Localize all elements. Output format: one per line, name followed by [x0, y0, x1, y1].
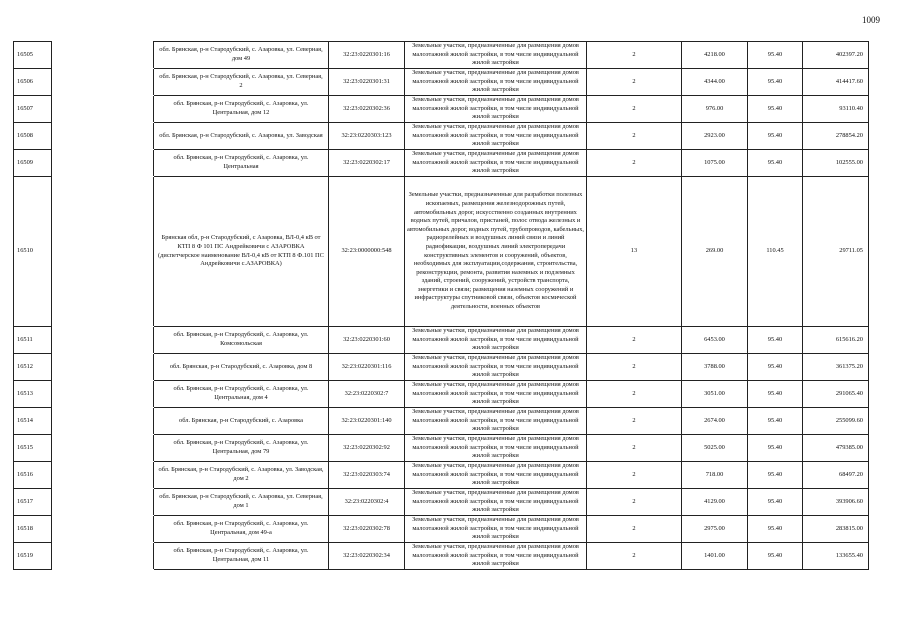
specific-value-cell: 95.40	[748, 354, 803, 381]
address-cell: обл. Брянская, р-н Стародубский, с. Азаровка, ул. Северная, 2	[154, 69, 329, 96]
cadastral-value-cell: 393906.60	[803, 489, 869, 516]
spacer-cell	[52, 408, 154, 435]
table-row	[14, 96, 869, 123]
table-row	[14, 354, 869, 381]
land-use-cell: Земельные участки, предназначенные для размещения домов малоэтажной жилой застройки, в том числе индивидуальной жилой застройки	[405, 408, 587, 435]
specific-value-cell: 95.40	[748, 462, 803, 489]
cadastral-number-cell: 32:23:0220302:92	[329, 435, 405, 462]
cadastral-value-cell: 414417.60	[803, 69, 869, 96]
address-cell: обл. Брянская, р-н Стародубский, с. Азаровка, ул. Северная, дом 1	[154, 489, 329, 516]
row-number-cell: 16518	[14, 516, 52, 543]
spacer-cell	[52, 489, 154, 516]
area-cell: 2674.00	[682, 408, 748, 435]
table-row	[14, 408, 869, 435]
area-cell: 3788.00	[682, 354, 748, 381]
land-use-cell: Земельные участки, предназначенные для размещения домов малоэтажной жилой застройки, в том числе индивидуальной жилой застройки	[405, 96, 587, 123]
row-number-cell: 16515	[14, 435, 52, 462]
area-cell: 3051.00	[682, 381, 748, 408]
cadastral-value-cell: 68497.20	[803, 462, 869, 489]
address-cell: обл. Брянская, р-н Стародубский, с. Азаровка, ул. Заводская, дом 2	[154, 462, 329, 489]
use-group-cell: 2	[587, 42, 682, 69]
area-cell: 976.00	[682, 96, 748, 123]
cadastral-number-cell: 32:23:0220302:78	[329, 516, 405, 543]
spacer-cell	[52, 381, 154, 408]
row-number-cell: 16513	[14, 381, 52, 408]
specific-value-cell: 95.40	[748, 150, 803, 177]
address-cell: обл. Брянская, р-н Стародубский, с. Азаровка, ул. Центральная, дом 11	[154, 543, 329, 570]
specific-value-cell: 95.40	[748, 96, 803, 123]
specific-value-cell: 95.40	[748, 516, 803, 543]
land-use-cell: Земельные участки, предназначенные для размещения домов малоэтажной жилой застройки, в том числе индивидуальной жилой застройки	[405, 516, 587, 543]
use-group-cell: 2	[587, 489, 682, 516]
row-number-cell: 16507	[14, 96, 52, 123]
cadastral-number-cell: 32:23:0220301:31	[329, 69, 405, 96]
spacer-cell	[52, 327, 154, 354]
specific-value-cell: 95.40	[748, 489, 803, 516]
address-cell: обл. Брянская, р-н Стародубский, с. Азаровка, дом 8	[154, 354, 329, 381]
specific-value-cell: 95.40	[748, 381, 803, 408]
row-number-cell: 16516	[14, 462, 52, 489]
spacer-cell	[52, 543, 154, 570]
row-number-cell: 16511	[14, 327, 52, 354]
row-number-cell: 16506	[14, 69, 52, 96]
specific-value-cell: 95.40	[748, 123, 803, 150]
spacer-cell	[52, 516, 154, 543]
area-cell: 4344.00	[682, 69, 748, 96]
land-use-cell: Земельные участки, предназначенные для размещения домов малоэтажной жилой застройки, в том числе индивидуальной жилой застройки	[405, 327, 587, 354]
address-cell: обл. Брянская, р-н Стародубский, с. Азаровка, ул. Центральная, дом 12	[154, 96, 329, 123]
area-cell: 4129.00	[682, 489, 748, 516]
spacer-cell	[52, 69, 154, 96]
area-cell: 4218.00	[682, 42, 748, 69]
page-number: 1009	[862, 15, 880, 25]
use-group-cell: 2	[587, 96, 682, 123]
table-row	[14, 516, 869, 543]
land-use-cell: Земельные участки, предназначенные для разработки полезных ископаемых, размещения железнодорожных путей, автомобильных дорог, искусственно созданных внутренних водных путей, причалов, пристаней, полос отвода железных и автомобильных дорог, водных путей, трубопроводов, кабельных, радиорелейных и воздушных линий связи и линий радиофикации, воздушных линий электропередачи конструктивных элементов и сооружений, объектов, необходимых для эксплуатации,содержания, строительства, реконструкции, ремонта, развития наземных и подземных зданий, строений, сооружений, устройств транспорта, энергетики и связи; размещения наземных сооружений и инфраструктуры спутниковой связи, объектов космической деятельности, военных объектов	[405, 177, 587, 327]
use-group-cell: 2	[587, 354, 682, 381]
cadastral-number-cell: 32:23:0220302:36	[329, 96, 405, 123]
land-use-cell: Земельные участки, предназначенные для размещения домов малоэтажной жилой застройки, в том числе индивидуальной жилой застройки	[405, 123, 587, 150]
land-use-cell: Земельные участки, предназначенные для размещения домов малоэтажной жилой застройки, в том числе индивидуальной жилой застройки	[405, 69, 587, 96]
use-group-cell: 2	[587, 150, 682, 177]
cadastral-value-cell: 255099.60	[803, 408, 869, 435]
cadastral-number-cell: 32:23:0220303:74	[329, 462, 405, 489]
table-row	[14, 489, 869, 516]
specific-value-cell: 95.40	[748, 42, 803, 69]
row-number-cell: 16508	[14, 123, 52, 150]
spacer-cell	[52, 435, 154, 462]
cadastral-number-cell: 32:23:0220302:4	[329, 489, 405, 516]
specific-value-cell: 95.40	[748, 435, 803, 462]
land-use-cell: Земельные участки, предназначенные для размещения домов малоэтажной жилой застройки, в том числе индивидуальной жилой застройки	[405, 543, 587, 570]
area-cell: 2975.00	[682, 516, 748, 543]
table-row	[14, 177, 869, 327]
address-cell: обл. Брянская, р-н Стародубский, с. Азаровка, ул. Комсомольская	[154, 327, 329, 354]
cadastral-number-cell: 32:23:0220302:7	[329, 381, 405, 408]
cadastral-number-cell: 32:23:0220301:116	[329, 354, 405, 381]
area-cell: 1401.00	[682, 543, 748, 570]
cadastral-number-cell: 32:23:0220301:16	[329, 42, 405, 69]
row-number-cell: 16505	[14, 42, 52, 69]
use-group-cell: 2	[587, 327, 682, 354]
address-cell: обл. Брянская, р-н Стародубский, с. Азаровка, ул. Центральная	[154, 150, 329, 177]
spacer-cell	[52, 354, 154, 381]
use-group-cell: 2	[587, 123, 682, 150]
use-group-cell: 13	[587, 177, 682, 327]
table-row	[14, 123, 869, 150]
land-use-cell: Земельные участки, предназначенные для размещения домов малоэтажной жилой застройки, в том числе индивидуальной жилой застройки	[405, 489, 587, 516]
area-cell: 5025.00	[682, 435, 748, 462]
land-use-cell: Земельные участки, предназначенные для размещения домов малоэтажной жилой застройки, в том числе индивидуальной жилой застройки	[405, 381, 587, 408]
area-cell: 2923.00	[682, 123, 748, 150]
spacer-cell	[52, 42, 154, 69]
cadastral-number-cell: 32:23:0000000:548	[329, 177, 405, 327]
row-number-cell: 16514	[14, 408, 52, 435]
cadastral-value-cell: 102555.00	[803, 150, 869, 177]
cadastral-value-cell: 479385.00	[803, 435, 869, 462]
table-row	[14, 381, 869, 408]
cadastral-value-cell: 93110.40	[803, 96, 869, 123]
cadastral-value-cell: 402397.20	[803, 42, 869, 69]
spacer-cell	[52, 96, 154, 123]
land-use-cell: Земельные участки, предназначенные для размещения домов малоэтажной жилой застройки, в том числе индивидуальной жилой застройки	[405, 150, 587, 177]
row-number-cell: 16517	[14, 489, 52, 516]
land-use-cell: Земельные участки, предназначенные для размещения домов малоэтажной жилой застройки, в том числе индивидуальной жилой застройки	[405, 435, 587, 462]
table-row	[14, 462, 869, 489]
cadastral-number-cell: 32:23:0220301:140	[329, 408, 405, 435]
use-group-cell: 2	[587, 408, 682, 435]
cadastral-number-cell: 32:23:0220302:17	[329, 150, 405, 177]
cadastral-value-cell: 133655.40	[803, 543, 869, 570]
cadastral-value-cell: 278854.20	[803, 123, 869, 150]
specific-value-cell: 95.40	[748, 543, 803, 570]
row-number-cell: 16519	[14, 543, 52, 570]
specific-value-cell: 95.40	[748, 69, 803, 96]
row-number-cell: 16512	[14, 354, 52, 381]
cadastral-number-cell: 32:23:0220301:60	[329, 327, 405, 354]
specific-value-cell: 110.45	[748, 177, 803, 327]
address-cell: обл. Брянская, р-н Стародубский, с. Азаровка, ул. Заводская	[154, 123, 329, 150]
cadastral-value-cell: 29711.05	[803, 177, 869, 327]
cadastral-number-cell: 32:23:0220303:123	[329, 123, 405, 150]
use-group-cell: 2	[587, 69, 682, 96]
area-cell: 718.00	[682, 462, 748, 489]
table-body	[14, 42, 869, 570]
use-group-cell: 2	[587, 543, 682, 570]
table-row	[14, 543, 869, 570]
spacer-cell	[52, 462, 154, 489]
specific-value-cell: 95.40	[748, 408, 803, 435]
area-cell: 269.00	[682, 177, 748, 327]
land-use-cell: Земельные участки, предназначенные для размещения домов малоэтажной жилой застройки, в том числе индивидуальной жилой застройки	[405, 462, 587, 489]
row-number-cell: 16509	[14, 150, 52, 177]
use-group-cell: 2	[587, 516, 682, 543]
address-cell: обл. Брянская, р-н Стародубский, с. Азаровка, ул. Центральная, дом 79	[154, 435, 329, 462]
use-group-cell: 2	[587, 462, 682, 489]
table-row	[14, 327, 869, 354]
cadastral-value-table	[13, 41, 869, 570]
specific-value-cell: 95.40	[748, 327, 803, 354]
address-cell: обл. Брянская, р-н Стародубский, с. Азаровка, ул. Северная, дом 49	[154, 42, 329, 69]
area-cell: 1075.00	[682, 150, 748, 177]
table-row	[14, 42, 869, 69]
area-cell: 6453.00	[682, 327, 748, 354]
cadastral-value-cell: 291065.40	[803, 381, 869, 408]
cadastral-value-cell: 615616.20	[803, 327, 869, 354]
table-row	[14, 435, 869, 462]
spacer-cell	[52, 150, 154, 177]
cadastral-value-cell: 361375.20	[803, 354, 869, 381]
cadastral-number-cell: 32:23:0220302:34	[329, 543, 405, 570]
address-cell: Брянская обл, р-н Стародубский, с Азаровка, ВЛ-0,4 кВ от КТП 8 Ф 101 ПС Андрейковичи с АЗАРОВКА (диспетчерское наименование ВЛ-0,4 кВ от КТП 8 Ф.101 ПС Андрейковичи с.АЗАРОВКА)	[154, 177, 329, 327]
address-cell: обл. Брянская, р-н Стародубский, с. Азаровка, ул. Центральная, дом 4	[154, 381, 329, 408]
table-row	[14, 150, 869, 177]
spacer-cell	[52, 123, 154, 150]
row-number-cell: 16510	[14, 177, 52, 327]
table-row	[14, 69, 869, 96]
land-use-cell: Земельные участки, предназначенные для размещения домов малоэтажной жилой застройки, в том числе индивидуальной жилой застройки	[405, 42, 587, 69]
use-group-cell: 2	[587, 381, 682, 408]
address-cell: обл. Брянская, р-н Стародубский, с. Азаровка, ул. Центральная, дом 49-а	[154, 516, 329, 543]
use-group-cell: 2	[587, 435, 682, 462]
address-cell: обл. Брянская, р-н Стародубский, с. Азаровка	[154, 408, 329, 435]
spacer-cell	[52, 177, 154, 327]
land-use-cell: Земельные участки, предназначенные для размещения домов малоэтажной жилой застройки, в том числе индивидуальной жилой застройки	[405, 354, 587, 381]
cadastral-value-cell: 283815.00	[803, 516, 869, 543]
